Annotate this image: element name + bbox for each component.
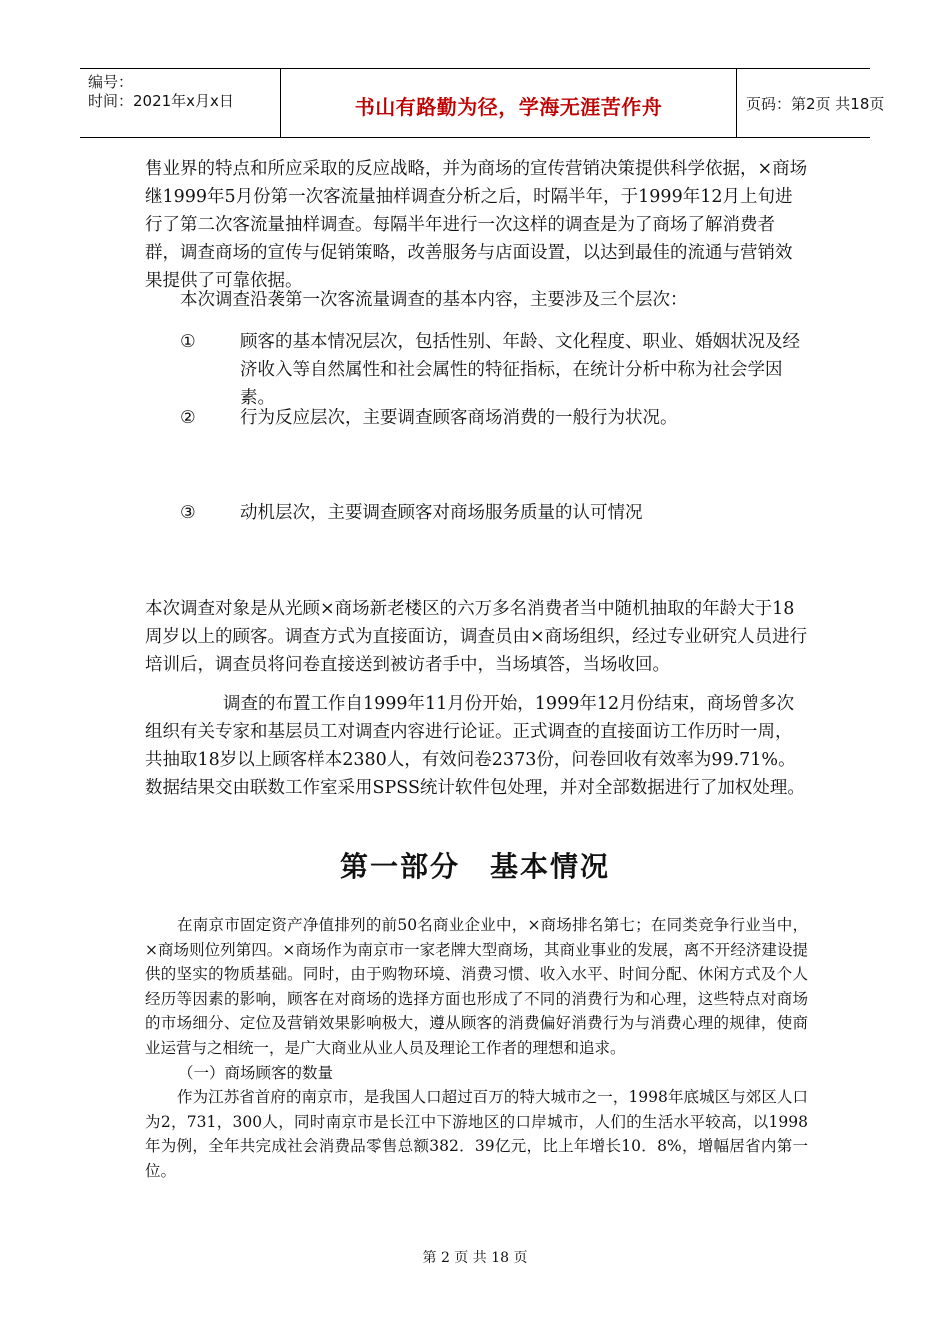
doc-date-label: 时间：2021年x月x日 [88, 92, 234, 110]
header-motto: 书山有路勤为径，学海无涯苦作舟 [354, 95, 663, 119]
doc-number-label: 编号： [88, 73, 134, 91]
page-header [80, 68, 885, 138]
header-page-label: 页码：第2页 共18页 [746, 95, 885, 113]
header-motto-cell [280, 69, 737, 137]
paragraph-nanjing-population: 作为江苏省首府的南京市，是我国人口超过百万的特大城市之一，1998年底城区与郊区人口为2，731，300人，同时南京市是长江中下游地区的口岸城市，人们的生活水平较高，以1998年为例，全年共完成社会消费品零售总额382．39亿元，比上年增长10．8%，增幅居省内第一位。 [145, 1088, 808, 1180]
list-item-text: 动机层次，主要调查顾客对商场服务质量的认可情况 [240, 503, 643, 523]
subheading-customer-count: （一）商场顾客的数量 [178, 1064, 334, 1082]
list-item-number: ② [180, 408, 196, 428]
list-item-text: 行为反应层次，主要调查顾客商场消费的一般行为状况。 [240, 408, 678, 428]
list-item-number: ③ [180, 503, 196, 523]
section-title: 第一部分 基本情况 [339, 850, 610, 883]
paragraph-basic-situation: 在南京市固定资产净值排列的前50名商业企业中，×商场排名第七；在同类竞争行业当中，×商场则位列第四。×商场作为南京市一家老牌大型商场，其商业事业的发展，离不开经济建设提供的坚实的物质基础。同时，由于购物环境、消费习惯、收入水平、时间分配、休闲方式及个人经历等因素的影响，顾客在对商场的选择方面也形成了不同的消费行为和心理，这些特点对商场的市场细分、定位及营销效果影响极大，遵从顾客的消费偏好消费行为与消费心理的规律，使商业运营与之相统一，是广大商业从业人员及理论工作者的理想和追求。 [145, 916, 808, 1057]
paragraph-intro-continued: 售业界的特点和所应采取的反应战略，并为商场的宣传营销决策提供科学依据，×商场继1999年5月份第一次客流量抽样调查分析之后，时隔半年，于1999年12月上旬进行了第二次客流量抽样调查。每隔半年进行一次这样的调查是为了商场了解消费者群，调查商场的宣传与促销策略，改善服务与店面设置，以达到最佳的流通与营销效果提供了可靠依据。 [145, 159, 808, 291]
list-item-number: ① [180, 332, 196, 352]
header-meta-cell [80, 69, 280, 137]
page-footer: 第 2 页 共 18 页 [422, 1250, 528, 1266]
paragraph-survey-schedule: 调查的布置工作自1999年11月份开始，1999年12月份结束，商场曾多次组织有关专家和基层员工对调查内容进行论证。正式调查的直接面访工作历时一周，共抽取18岁以上顾客样本2380人，有效问卷2373份，问卷回收有效率为99.71%。数据结果交由联数工作室采用SPSS统计软件包处理，并对全部数据进行了加权处理。 [145, 694, 805, 798]
list-item-text: 顾客的基本情况层次，包括性别、年龄、文化程度、职业、婚姻状况及经济收入等自然属性和社会属性的特征指标，在统计分析中称为社会学因素。 [240, 332, 800, 408]
header-page-cell [736, 69, 885, 137]
paragraph-survey-subjects: 本次调查对象是从光顾×商场新老楼区的六万多名消费者当中随机抽取的年龄大于18周岁以上的顾客。调查方式为直接面访，调查员由×商场组织，经过专业研究人员进行培训后，调查员将问卷直接送到被访者手中，当场填答，当场收回。 [145, 599, 808, 675]
paragraph-three-levels: 本次调查沿袭第一次客流量调查的基本内容，主要涉及三个层次： [180, 290, 688, 310]
